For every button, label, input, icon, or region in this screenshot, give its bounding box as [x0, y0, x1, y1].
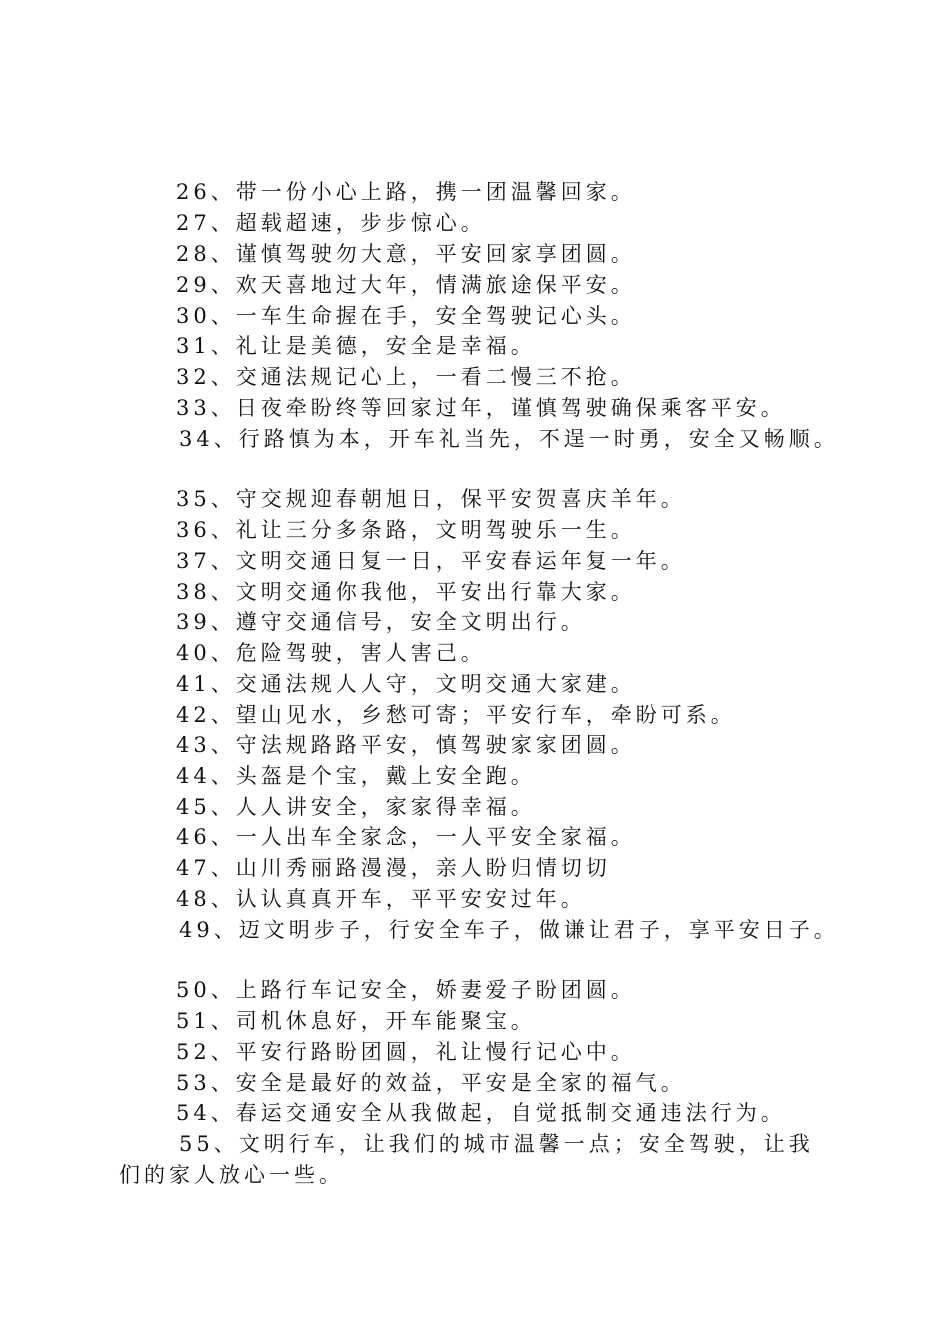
slogan-55: 55、文明行车，让我们的城市温馨一点；安全驾驶，让我	[179, 1132, 814, 1156]
slogan-35: 35、守交规迎春朝旭日，保平安贺喜庆羊年。	[176, 487, 686, 511]
slogan-51: 51、司机休息好，开车能聚宝。	[176, 1009, 536, 1033]
slogan-34: 34、行路慎为本，开车礼当先，不逞一时勇，安全又畅顺。	[179, 427, 839, 451]
slogan-46: 46、一人出车全家念，一人平安全家福。	[176, 825, 636, 849]
slogan-42: 42、望山见水，乡愁可寄；平安行车，牵盼可系。	[176, 703, 736, 727]
slogan-26: 26、带一份小心上路，携一团温馨回家。	[176, 180, 636, 204]
slogan-47: 47、山川秀丽路漫漫，亲人盼归情切切	[176, 856, 611, 880]
slogan-33: 33、日夜牵盼终等回家过年，谨慎驾驶确保乘客平安。	[176, 396, 786, 420]
slogan-31: 31、礼让是美德，安全是幸福。	[176, 334, 536, 358]
slogan-52: 52、平安行路盼团圆，礼让慢行记心中。	[176, 1040, 636, 1064]
slogan-38: 38、文明交通你我他，平安出行靠大家。	[176, 580, 636, 604]
slogan-28: 28、谨慎驾驶勿大意，平安回家享团圆。	[176, 242, 636, 266]
slogan-55-continued: 们的家人放心一些。	[119, 1163, 344, 1187]
slogan-27: 27、超载超速，步步惊心。	[176, 211, 486, 235]
slogan-48: 48、认认真真开车，平平安安过年。	[176, 887, 586, 911]
slogan-40: 40、危险驾驶，害人害己。	[176, 641, 486, 665]
slogan-30: 30、一车生命握在手，安全驾驶记心头。	[176, 304, 636, 328]
slogan-49: 49、迈文明步子，行安全车子，做谦让君子，享平安日子。	[179, 918, 839, 942]
slogan-54: 54、春运交通安全从我做起，自觉抵制交通违法行为。	[176, 1101, 786, 1125]
slogan-39: 39、遵守交通信号，安全文明出行。	[176, 610, 586, 634]
slogan-29: 29、欢天喜地过大年，情满旅途保平安。	[176, 273, 636, 297]
slogan-36: 36、礼让三分多条路，文明驾驶乐一生。	[176, 518, 636, 542]
slogan-41: 41、交通法规人人守，文明交通大家建。	[176, 672, 636, 696]
slogan-50: 50、上路行车记安全，娇妻爱子盼团圆。	[176, 978, 636, 1002]
slogan-43: 43、守法规路路平安，慎驾驶家家团圆。	[176, 733, 636, 757]
slogan-32: 32、交通法规记心上，一看二慢三不抢。	[176, 365, 636, 389]
slogan-44: 44、头盔是个宝，戴上安全跑。	[176, 764, 536, 788]
slogan-45: 45、人人讲安全，家家得幸福。	[176, 795, 536, 819]
slogan-53: 53、安全是最好的效益，平安是全家的福气。	[176, 1071, 686, 1095]
slogan-37: 37、文明交通日复一日，平安春运年复一年。	[176, 549, 686, 573]
